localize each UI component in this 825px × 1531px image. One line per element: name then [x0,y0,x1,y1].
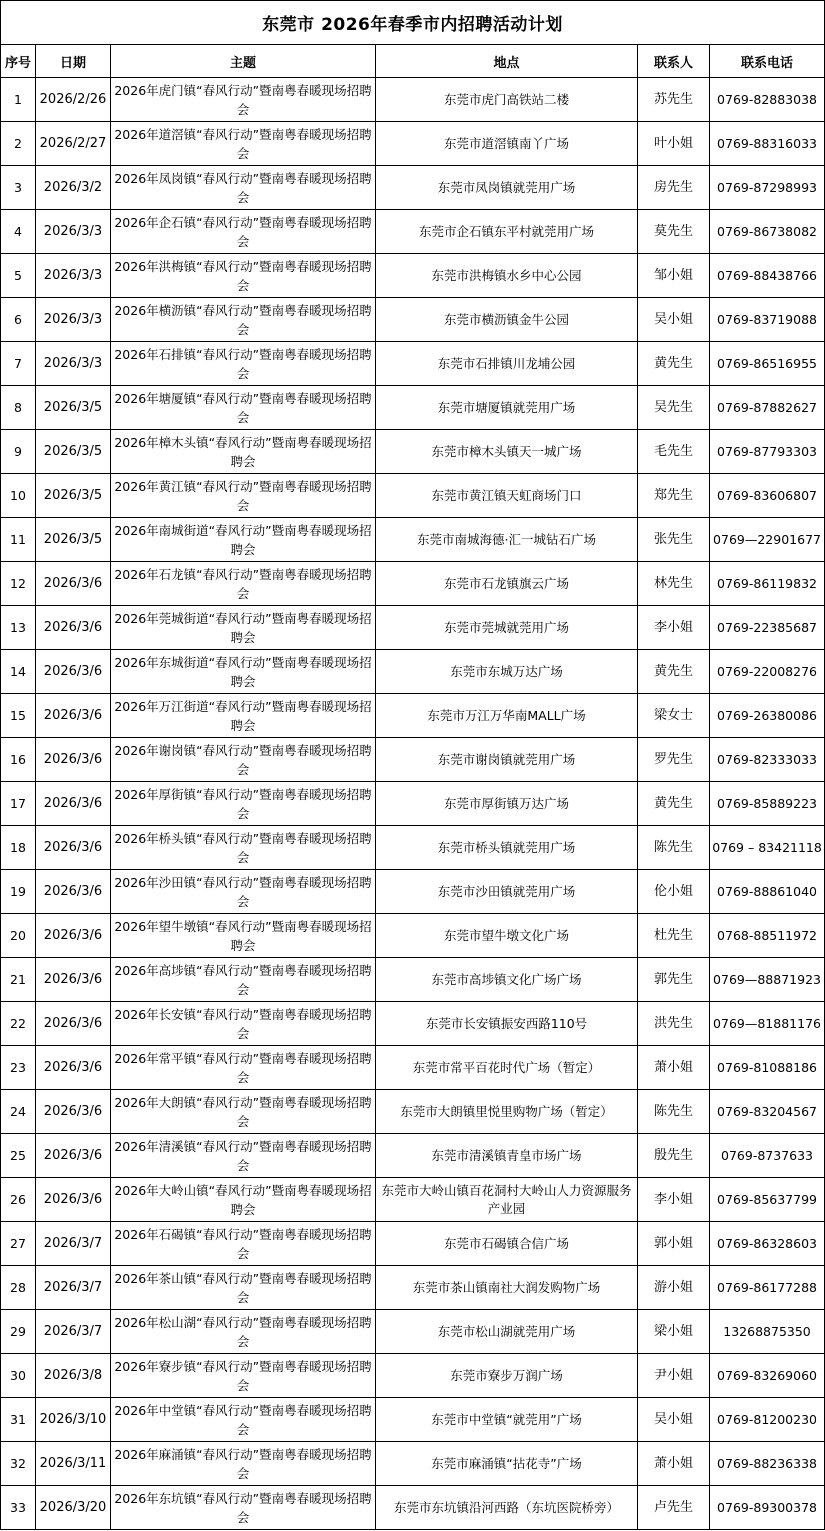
cell-theme: 2026年大朗镇“春风行动”暨南粤春暖现场招聘会 [111,1090,376,1134]
cell-no: 28 [1,1266,36,1310]
cell-theme: 2026年寮步镇“春风行动”暨南粤春暖现场招聘会 [111,1354,376,1398]
cell-theme: 2026年横沥镇“春风行动”暨南粤春暖现场招聘会 [111,298,376,342]
cell-phone: 0769-8737633 [710,1134,825,1178]
cell-contact: 郭先生 [638,958,710,1002]
table-row [1,738,825,782]
cell-location: 东莞市虎门高铁站二楼 [376,78,638,122]
cell-theme: 2026年黄江镇“春风行动”暨南粤春暖现场招聘会 [111,474,376,518]
cell-location: 东莞市厚街镇万达广场 [376,782,638,826]
cell-contact: 苏先生 [638,78,710,122]
table-row [1,1002,825,1046]
cell-theme: 2026年凤岗镇“春风行动”暨南粤春暖现场招聘会 [111,166,376,210]
cell-phone: 0769 – 83421118 [710,826,825,870]
header-date: 日期 [36,45,111,78]
cell-no: 12 [1,562,36,606]
cell-contact: 郭小姐 [638,1222,710,1266]
cell-no: 6 [1,298,36,342]
cell-location: 东莞市莞城就莞用广场 [376,606,638,650]
header-no: 序号 [1,45,36,78]
table-row [1,914,825,958]
cell-location: 东莞市东坑镇沿河西路（东坑医院桥旁） [376,1486,638,1530]
cell-phone: 0769—22901677 [710,518,825,562]
cell-date: 2026/3/3 [36,254,111,298]
cell-location: 东莞市高埗镇文化广场广场 [376,958,638,1002]
cell-no: 27 [1,1222,36,1266]
cell-theme: 2026年长安镇“春风行动”暨南粤春暖现场招聘会 [111,1002,376,1046]
table-row [1,782,825,826]
cell-contact: 黄先生 [638,650,710,694]
cell-phone: 0769-22008276 [710,650,825,694]
cell-date: 2026/3/6 [36,914,111,958]
cell-theme: 2026年石碣镇“春风行动”暨南粤春暖现场招聘会 [111,1222,376,1266]
title-row [1,1,825,45]
header-row [1,45,825,78]
cell-location: 东莞市松山湖就莞用广场 [376,1310,638,1354]
cell-phone: 0769—88871923 [710,958,825,1002]
cell-no: 14 [1,650,36,694]
cell-theme: 2026年大岭山镇“春风行动”暨南粤春暖现场招聘会 [111,1178,376,1222]
sheet-title: 东莞市 2026年春季市内招聘活动计划 [1,1,825,45]
cell-phone: 0769-83719088 [710,298,825,342]
cell-contact: 陈先生 [638,826,710,870]
cell-contact: 洪先生 [638,1002,710,1046]
table-row [1,1486,825,1530]
table-row [1,1090,825,1134]
table-row [1,78,825,122]
cell-theme: 2026年东坑镇“春风行动”暨南粤春暖现场招聘会 [111,1486,376,1530]
cell-location: 东莞市万江万华南MALL广场 [376,694,638,738]
cell-location: 东莞市南城海德·汇一城钻石广场 [376,518,638,562]
table-row [1,870,825,914]
cell-date: 2026/3/6 [36,1090,111,1134]
cell-phone: 0769-83269060 [710,1354,825,1398]
cell-phone: 0769-26380086 [710,694,825,738]
cell-date: 2026/3/6 [36,958,111,1002]
cell-theme: 2026年企石镇“春风行动”暨南粤春暖现场招聘会 [111,210,376,254]
cell-theme: 2026年虎门镇“春风行动”暨南粤春暖现场招聘会 [111,78,376,122]
header-phone: 联系电话 [710,45,825,78]
cell-contact: 吴先生 [638,386,710,430]
cell-no: 26 [1,1178,36,1222]
cell-no: 24 [1,1090,36,1134]
cell-no: 5 [1,254,36,298]
cell-phone: 0769-82333033 [710,738,825,782]
cell-contact: 李小姐 [638,1178,710,1222]
cell-theme: 2026年厚街镇“春风行动”暨南粤春暖现场招聘会 [111,782,376,826]
cell-date: 2026/3/8 [36,1354,111,1398]
cell-contact: 梁女士 [638,694,710,738]
cell-location: 东莞市道滘镇南丫广场 [376,122,638,166]
cell-contact: 杜先生 [638,914,710,958]
cell-date: 2026/3/7 [36,1222,111,1266]
cell-location: 东莞市凤岗镇就莞用广场 [376,166,638,210]
cell-date: 2026/3/3 [36,210,111,254]
cell-no: 25 [1,1134,36,1178]
cell-contact: 黄先生 [638,342,710,386]
cell-contact: 张先生 [638,518,710,562]
cell-date: 2026/3/10 [36,1398,111,1442]
cell-theme: 2026年高埗镇“春风行动”暨南粤春暖现场招聘会 [111,958,376,1002]
cell-theme: 2026年南城街道“春风行动”暨南粤春暖现场招聘会 [111,518,376,562]
cell-theme: 2026年东城街道“春风行动”暨南粤春暖现场招聘会 [111,650,376,694]
cell-theme: 2026年望牛墩镇“春风行动”暨南粤春暖现场招聘会 [111,914,376,958]
cell-no: 16 [1,738,36,782]
cell-date: 2026/3/7 [36,1266,111,1310]
cell-date: 2026/3/6 [36,694,111,738]
cell-location: 东莞市大朗镇里悦里购物广场（暂定） [376,1090,638,1134]
cell-contact: 萧小姐 [638,1442,710,1486]
table-row [1,562,825,606]
cell-contact: 尹小姐 [638,1354,710,1398]
cell-phone: 0769-89300378 [710,1486,825,1530]
cell-theme: 2026年万江街道“春风行动”暨南粤春暖现场招聘会 [111,694,376,738]
cell-date: 2026/3/6 [36,1046,111,1090]
cell-date: 2026/2/27 [36,122,111,166]
table-row [1,386,825,430]
cell-contact: 陈先生 [638,1090,710,1134]
cell-location: 东莞市大岭山镇百花洞村大岭山人力资源服务产业园 [376,1178,638,1222]
cell-no: 2 [1,122,36,166]
cell-location: 东莞市石碣镇合信广场 [376,1222,638,1266]
header-location: 地点 [376,45,638,78]
cell-date: 2026/3/6 [36,1134,111,1178]
cell-date: 2026/3/6 [36,870,111,914]
cell-date: 2026/3/6 [36,1002,111,1046]
table-row [1,1354,825,1398]
cell-no: 22 [1,1002,36,1046]
cell-no: 23 [1,1046,36,1090]
cell-phone: 0769-86738082 [710,210,825,254]
cell-date: 2026/3/20 [36,1486,111,1530]
cell-theme: 2026年道滘镇“春风行动”暨南粤春暖现场招聘会 [111,122,376,166]
cell-contact: 伦小姐 [638,870,710,914]
cell-phone: 0769-87882627 [710,386,825,430]
cell-date: 2026/3/6 [36,562,111,606]
cell-location: 东莞市麻涌镇“拈花寺”广场 [376,1442,638,1486]
cell-no: 21 [1,958,36,1002]
cell-date: 2026/3/7 [36,1310,111,1354]
cell-contact: 林先生 [638,562,710,606]
cell-contact: 卢先生 [638,1486,710,1530]
table-row [1,1442,825,1486]
table-row [1,210,825,254]
cell-no: 3 [1,166,36,210]
cell-location: 东莞市东城万达广场 [376,650,638,694]
cell-date: 2026/3/6 [36,1178,111,1222]
cell-contact: 梁小姐 [638,1310,710,1354]
table-row [1,122,825,166]
cell-no: 9 [1,430,36,474]
cell-location: 东莞市黄江镇天虹商场门口 [376,474,638,518]
cell-phone: 0769-82883038 [710,78,825,122]
cell-theme: 2026年莞城街道“春风行动”暨南粤春暖现场招聘会 [111,606,376,650]
table-row [1,474,825,518]
cell-theme: 2026年中堂镇“春风行动”暨南粤春暖现场招聘会 [111,1398,376,1442]
cell-no: 1 [1,78,36,122]
cell-location: 东莞市横沥镇金牛公园 [376,298,638,342]
cell-location: 东莞市长安镇振安西路110号 [376,1002,638,1046]
cell-no: 8 [1,386,36,430]
cell-location: 东莞市石龙镇旗云广场 [376,562,638,606]
cell-contact: 萧小姐 [638,1046,710,1090]
cell-theme: 2026年清溪镇“春风行动”暨南粤春暖现场招聘会 [111,1134,376,1178]
table-row [1,254,825,298]
cell-location: 东莞市桥头镇就莞用广场 [376,826,638,870]
table-row [1,650,825,694]
cell-phone: 0769-88236338 [710,1442,825,1486]
cell-contact: 罗先生 [638,738,710,782]
cell-theme: 2026年茶山镇“春风行动”暨南粤春暖现场招聘会 [111,1266,376,1310]
cell-phone: 0769-88316033 [710,122,825,166]
cell-theme: 2026年麻涌镇“春风行动”暨南粤春暖现场招聘会 [111,1442,376,1486]
cell-phone: 0769-87298993 [710,166,825,210]
cell-date: 2026/3/5 [36,518,111,562]
cell-contact: 黄先生 [638,782,710,826]
table-row [1,430,825,474]
cell-date: 2026/3/5 [36,430,111,474]
cell-date: 2026/3/5 [36,474,111,518]
cell-theme: 2026年洪梅镇“春风行动”暨南粤春暖现场招聘会 [111,254,376,298]
cell-date: 2026/3/6 [36,738,111,782]
table-row [1,1222,825,1266]
cell-theme: 2026年塘厦镇“春风行动”暨南粤春暖现场招聘会 [111,386,376,430]
cell-no: 33 [1,1486,36,1530]
cell-no: 10 [1,474,36,518]
table-row [1,1046,825,1090]
table-row [1,1266,825,1310]
cell-location: 东莞市洪梅镇水乡中心公园 [376,254,638,298]
cell-contact: 吴小姐 [638,298,710,342]
cell-phone: 0769-83606807 [710,474,825,518]
header-contact: 联系人 [638,45,710,78]
cell-theme: 2026年石排镇“春风行动”暨南粤春暖现场招聘会 [111,342,376,386]
cell-location: 东莞市沙田镇就莞用广场 [376,870,638,914]
cell-no: 32 [1,1442,36,1486]
cell-phone: 0769-85637799 [710,1178,825,1222]
cell-no: 15 [1,694,36,738]
cell-no: 19 [1,870,36,914]
cell-date: 2026/3/6 [36,650,111,694]
cell-no: 11 [1,518,36,562]
cell-no: 31 [1,1398,36,1442]
header-theme: 主题 [111,45,376,78]
table-row [1,1134,825,1178]
cell-date: 2026/3/3 [36,342,111,386]
cell-date: 2026/3/2 [36,166,111,210]
cell-contact: 叶小姐 [638,122,710,166]
cell-contact: 李小姐 [638,606,710,650]
cell-contact: 邹小姐 [638,254,710,298]
cell-no: 29 [1,1310,36,1354]
table-row [1,518,825,562]
table-row [1,342,825,386]
cell-no: 7 [1,342,36,386]
cell-theme: 2026年沙田镇“春风行动”暨南粤春暖现场招聘会 [111,870,376,914]
table-row [1,826,825,870]
cell-location: 东莞市谢岗镇就莞用广场 [376,738,638,782]
table-row [1,298,825,342]
cell-location: 东莞市中堂镇“就莞用”广场 [376,1398,638,1442]
cell-theme: 2026年石龙镇“春风行动”暨南粤春暖现场招聘会 [111,562,376,606]
table-row [1,694,825,738]
cell-phone: 0769—81881176 [710,1002,825,1046]
cell-date: 2026/3/6 [36,606,111,650]
cell-theme: 2026年桥头镇“春风行动”暨南粤春暖现场招聘会 [111,826,376,870]
cell-phone: 0769-81200230 [710,1398,825,1442]
cell-contact: 游小姐 [638,1266,710,1310]
cell-location: 东莞市塘厦镇就莞用广场 [376,386,638,430]
cell-phone: 13268875350 [710,1310,825,1354]
cell-no: 13 [1,606,36,650]
cell-theme: 2026年谢岗镇“春风行动”暨南粤春暖现场招聘会 [111,738,376,782]
cell-contact: 毛先生 [638,430,710,474]
cell-location: 东莞市企石镇东平村就莞用广场 [376,210,638,254]
cell-no: 17 [1,782,36,826]
cell-date: 2026/3/11 [36,1442,111,1486]
cell-location: 东莞市石排镇川龙埔公园 [376,342,638,386]
cell-date: 2026/2/26 [36,78,111,122]
table-row [1,958,825,1002]
cell-phone: 0769-87793303 [710,430,825,474]
cell-contact: 郑先生 [638,474,710,518]
table-row [1,1310,825,1354]
cell-phone: 0769-88438766 [710,254,825,298]
cell-phone: 0769-86328603 [710,1222,825,1266]
cell-contact: 莫先生 [638,210,710,254]
cell-date: 2026/3/3 [36,298,111,342]
cell-theme: 2026年常平镇“春风行动”暨南粤春暖现场招聘会 [111,1046,376,1090]
cell-theme: 2026年樟木头镇“春风行动”暨南粤春暖现场招聘会 [111,430,376,474]
cell-location: 东莞市寮步万润广场 [376,1354,638,1398]
cell-location: 东莞市茶山镇南社大润发购物广场 [376,1266,638,1310]
cell-phone: 0769-86516955 [710,342,825,386]
table-row [1,166,825,210]
cell-phone: 0769-86119832 [710,562,825,606]
cell-location: 东莞市望牛墩文化广场 [376,914,638,958]
cell-phone: 0769-83204567 [710,1090,825,1134]
table-row [1,1398,825,1442]
cell-phone: 0769-81088186 [710,1046,825,1090]
cell-contact: 房先生 [638,166,710,210]
cell-no: 20 [1,914,36,958]
cell-contact: 殷先生 [638,1134,710,1178]
cell-date: 2026/3/5 [36,386,111,430]
cell-phone: 0769-88861040 [710,870,825,914]
cell-contact: 吴小姐 [638,1398,710,1442]
table-row [1,606,825,650]
table-row [1,1178,825,1222]
cell-theme: 2026年松山湖“春风行动”暨南粤春暖现场招聘会 [111,1310,376,1354]
cell-no: 18 [1,826,36,870]
cell-phone: 0769-22385687 [710,606,825,650]
cell-no: 4 [1,210,36,254]
cell-location: 东莞市常平百花时代广场（暂定） [376,1046,638,1090]
table-body [1,78,825,1530]
cell-location: 东莞市樟木头镇天一城广场 [376,430,638,474]
cell-phone: 0769-85889223 [710,782,825,826]
cell-date: 2026/3/6 [36,782,111,826]
cell-location: 东莞市清溪镇青皇市场广场 [376,1134,638,1178]
cell-date: 2026/3/6 [36,826,111,870]
cell-no: 30 [1,1354,36,1398]
cell-phone: 0768-88511972 [710,914,825,958]
cell-phone: 0769-86177288 [710,1266,825,1310]
